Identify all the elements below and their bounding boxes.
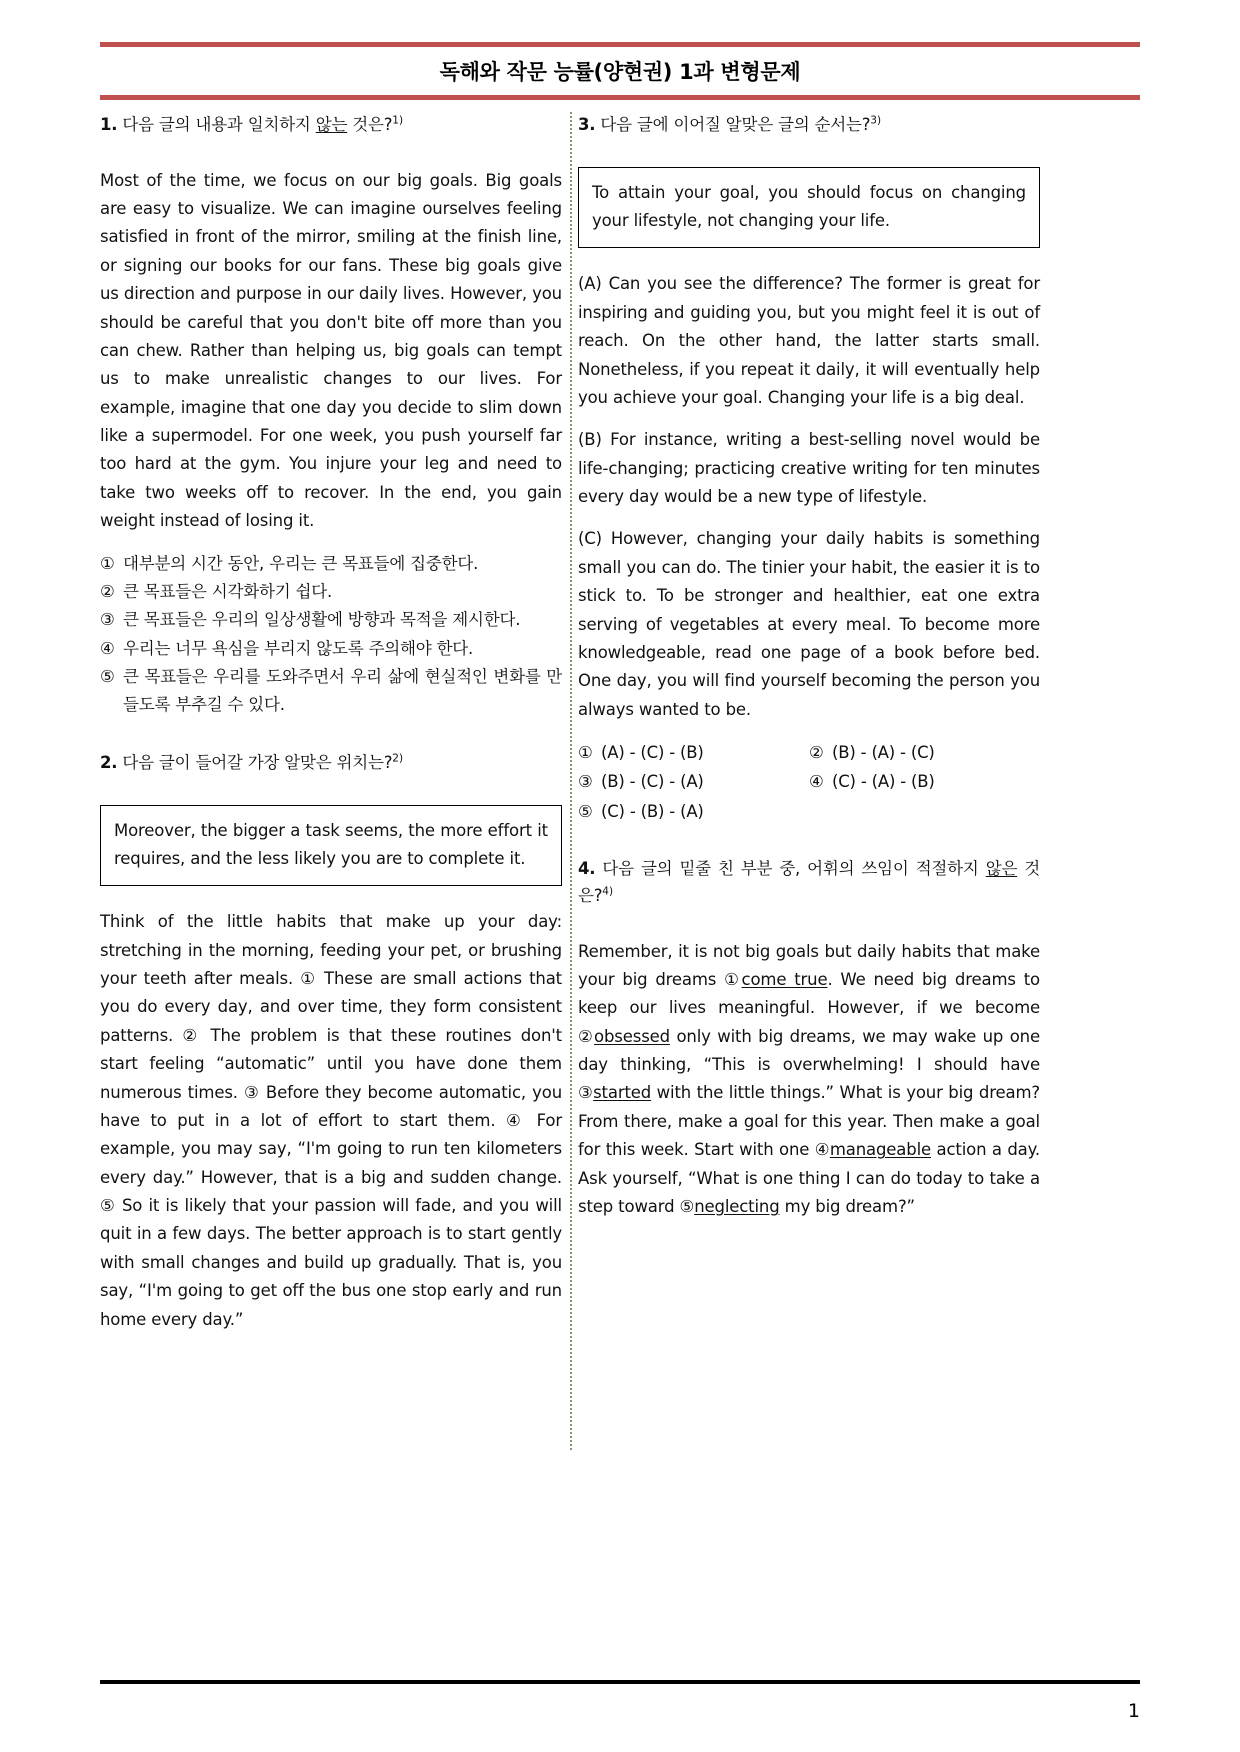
- choice-marker: ②: [809, 743, 824, 763]
- vocab-marker: ④: [814, 1140, 830, 1160]
- passage-text: action a day. Ask yourself, “What is one thing I can do today to take a step toward: [578, 1140, 1040, 1216]
- question-4-passage: [578, 938, 1040, 1222]
- question-3-paragraph-a: (A) Can you see the difference? The former is great for inspiring and guiding you, but you might feel it is out of reach. On the other hand, the latter starts small. Nonetheless, if you repeat it daily, it will eventually help you achieve your goal. Changing your life is a big deal.: [578, 274, 1040, 407]
- header-rule-bottom: [100, 95, 1140, 100]
- question-1-text-after: 것은?: [347, 115, 393, 134]
- choice-label: (A) - (C) - (B): [601, 743, 704, 763]
- document-header: [100, 42, 1140, 100]
- page-title: 독해와 작문 능률(양현권) 1과 변형문제: [439, 60, 801, 84]
- choice-marker: ①: [578, 743, 593, 763]
- choice-label: 우리는 너무 욕심을 부리지 않도록 주의해야 한다.: [123, 638, 474, 658]
- choice-item[interactable]: [578, 767, 809, 796]
- choice-marker: ④: [809, 772, 824, 792]
- question-4-text-before: 다음 글의 밑줄 친 부분 중, 어휘의 쓰임이 적절하지: [595, 859, 986, 879]
- question-1-heading: [100, 112, 562, 139]
- spacer: [100, 886, 562, 908]
- vocab-underlined: neglecting: [694, 1196, 780, 1216]
- choice-spacer: [809, 797, 1040, 826]
- passage-text: Remember, it is not big goals but daily habits that make your big dreams: [578, 941, 1040, 989]
- passage-text: my big dream?”: [779, 1196, 915, 1216]
- question-3-paragraph-b: (B) For instance, writing a best-selling novel would be life-changing; practicing creative writing for ten minutes every day would be a new type of lifestyle.: [578, 430, 1040, 507]
- question-1-number: 1.: [100, 115, 118, 134]
- choice-marker: ①: [100, 553, 115, 573]
- choice-label: (C) - (B) - (A): [601, 801, 704, 821]
- choice-item[interactable]: [100, 578, 562, 606]
- choice-label: (B) - (C) - (A): [601, 772, 704, 792]
- spacer: [100, 720, 562, 750]
- question-4-heading: [578, 856, 1040, 909]
- spacer: [578, 248, 1040, 270]
- vocab-underlined: obsessed: [594, 1026, 670, 1046]
- spacer: [100, 783, 562, 805]
- spacer: [100, 536, 562, 550]
- choice-item[interactable]: [100, 606, 562, 634]
- choice-row: [578, 767, 1040, 796]
- spacer: [578, 724, 1040, 738]
- spacer: [578, 511, 1040, 525]
- question-1-choices: [100, 550, 562, 720]
- choice-label: 대부분의 시간 동안, 우리는 큰 목표들에 집중한다.: [123, 553, 479, 573]
- choice-label: 큰 목표들은 우리의 일상생활에 방향과 목적을 제시한다.: [123, 610, 521, 630]
- spacer: [578, 145, 1040, 167]
- two-column-body: [100, 112, 1140, 1632]
- vocab-marker: ①: [724, 969, 742, 989]
- question-4-footnote: 4): [602, 885, 614, 898]
- spacer: [578, 826, 1040, 856]
- question-3-choices: [578, 738, 1040, 826]
- passage-text: with the little things.” What is your big dream? From there, make a goal for this year. Then make a goal for this week. Start with one: [578, 1083, 1040, 1160]
- choice-marker: ②: [100, 581, 115, 601]
- vocab-marker: ③: [578, 1083, 594, 1103]
- question-2-excerpt-box: Moreover, the bigger a task seems, the more effort it requires, and the less likely you are to complete it.: [100, 805, 562, 887]
- question-3-paragraph-c: (C) However, changing your daily habits is something small you can do. The tinier your habit, the easier it is to stick to. To be stronger and healthier, eat one extra serving of vegetables at every meal. To become more knowledgeable, read one page of a book before bed. One day, you will find yourself becoming the person you always wanted to be.: [578, 529, 1040, 719]
- column-divider: [570, 112, 572, 1450]
- question-1-passage: Most of the time, we focus on our big goals. Big goals are easy to visualize. We can imagine ourselves feeling satisfied in front of the mirror, smiling at the finish line, or signing our books for our fans. These big goals give us direction and purpose in our daily lives. However, you should be careful that you don't bite off more than you can chew. Rather than helping us, big goals can tempt us to make unrealistic changes to our lives. For example, imagine that one day you decide to slim down like a supermodel. For one week, you push yourself far too hard at the gym. You injure your leg and need to take two weeks off to recover. In the end, you gain weight instead of losing it.: [100, 170, 562, 531]
- choice-item[interactable]: [578, 797, 809, 826]
- choice-marker: ⑤: [578, 801, 593, 821]
- question-3-number: 3.: [578, 115, 596, 134]
- question-2-footnote: 2): [392, 752, 404, 765]
- choice-item[interactable]: [809, 738, 1040, 767]
- choice-item[interactable]: [100, 550, 562, 578]
- choice-row: [578, 738, 1040, 767]
- question-4-number: 4.: [578, 859, 596, 879]
- spacer: [578, 412, 1040, 426]
- choice-label: 큰 목표들은 우리를 도와주면서 우리 삶에 현실적인 변화를 만들도록 부추길 수 있다.: [123, 667, 562, 715]
- question-1-footnote: 1): [392, 114, 404, 127]
- passage-text: . We need big dreams to keep our lives meaningful. However, if we become: [578, 969, 1040, 1018]
- question-3-text: 다음 글에 이어질 알맞은 글의 순서는?: [595, 115, 871, 134]
- spacer: [578, 916, 1040, 938]
- choice-item[interactable]: [100, 635, 562, 663]
- choice-item[interactable]: [578, 738, 809, 767]
- right-column: [578, 112, 1040, 1221]
- question-3-excerpt-box: To attain your goal, you should focus on changing your lifestyle, not changing your life.: [578, 167, 1040, 249]
- choice-marker: ③: [100, 610, 115, 630]
- choice-label: (B) - (A) - (C): [832, 743, 935, 763]
- choice-marker: ⑤: [100, 667, 115, 687]
- left-column: [100, 112, 562, 1334]
- vocab-underlined: come true: [741, 969, 828, 989]
- passage-text: only with big dreams, we may wake up one day thinking, “This is overwhelming! I should have: [578, 1026, 1040, 1075]
- choice-label: 큰 목표들은 시각화하기 쉽다.: [123, 581, 333, 601]
- footer-rule: [100, 1680, 1140, 1684]
- question-2-passage: Think of the little habits that make up your day: stretching in the morning, feeding your pet, or brushing your teeth after meals. ① These are small actions that you do every day, and over time, they form consistent patterns. ② The problem is that these routines don't start feeling “automatic” until you have done them numerous times. ③ Before they become automatic, you have to put in a lot of effort to start them. ④ For example, you may say, “I'm going to run ten kilometers every day.” However, that is a big and sudden change. ⑤ So it is likely that your passion will fade, and you will quit in a few days. The better approach is to start gently with small changes and build up gradually. That is, you say, “I'm going to get off the bus one stop early and run home every day.”: [100, 912, 562, 1329]
- question-4-underlined: 않은: [985, 859, 1018, 879]
- vocab-underlined: started: [593, 1083, 652, 1103]
- vocab-marker: ⑤: [679, 1196, 695, 1216]
- question-1-underlined: 않는: [315, 115, 348, 134]
- question-2-text: 다음 글이 들어갈 가장 알맞은 위치는?: [117, 752, 393, 772]
- choice-marker: ③: [578, 772, 593, 792]
- choice-row: [578, 797, 1040, 826]
- vocab-marker: ②: [578, 1026, 595, 1046]
- vocab-underlined: manageable: [829, 1140, 932, 1160]
- choice-marker: ④: [100, 638, 115, 658]
- choice-label: (C) - (A) - (B): [832, 772, 935, 792]
- question-3-footnote: 3): [870, 114, 882, 127]
- question-1-text-before: 다음 글의 내용과 일치하지: [117, 115, 316, 134]
- question-2-heading: [100, 750, 562, 777]
- choice-item[interactable]: [809, 767, 1040, 796]
- question-2-number: 2.: [100, 752, 118, 772]
- question-3-heading: [578, 112, 1040, 139]
- spacer: [100, 145, 562, 167]
- question-4-text-after: 것은?: [578, 859, 1040, 905]
- choice-item[interactable]: [100, 663, 562, 720]
- page-number: 1: [1127, 1700, 1140, 1722]
